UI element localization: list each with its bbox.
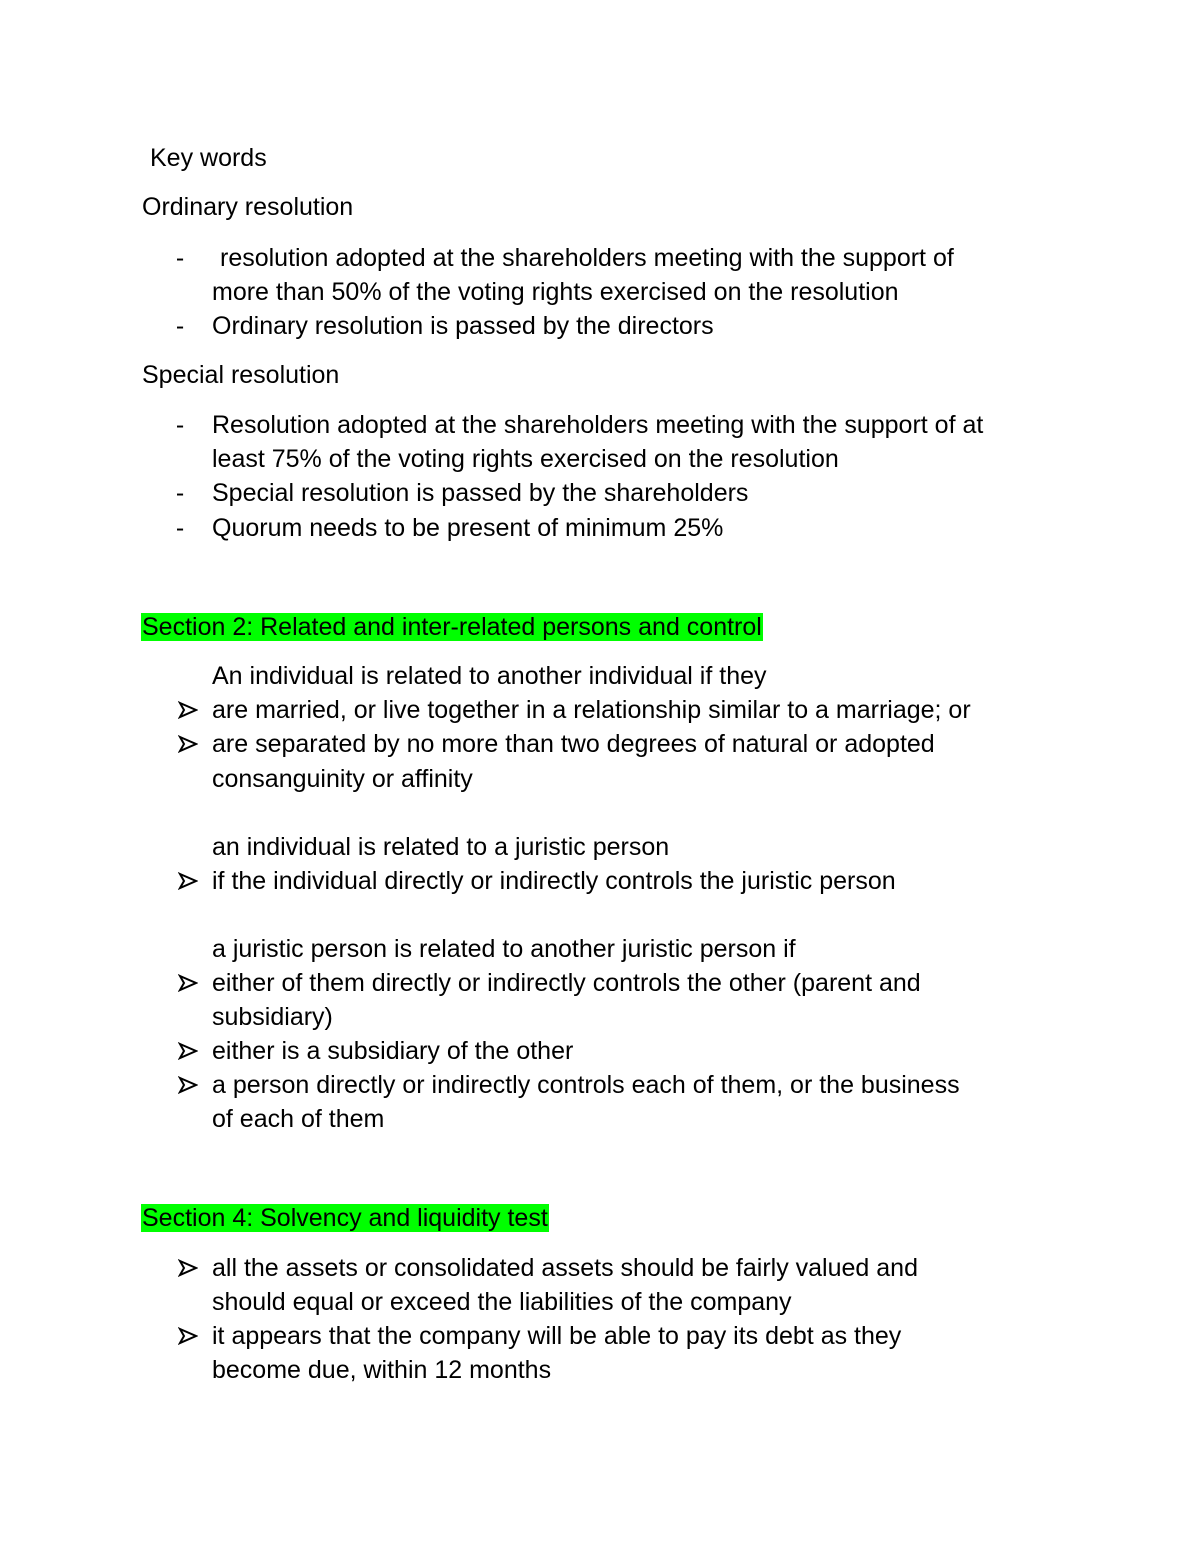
dash-bullet: - [175, 312, 185, 340]
section-4-item-1-line-2: should equal or exceed the liabilities of the company [212, 1288, 792, 1316]
section-2-group-1-item-1: are married, or live together in a relationship similar to a marriage; or [212, 696, 971, 724]
section-2-group-1-item-2-line-1: are separated by no more than two degrees of natural or adopted [212, 730, 935, 758]
section-4-heading-text: Section 4: Solvency and liquidity test [142, 1204, 548, 1232]
section-2-group-1-intro: An individual is related to another individual if they [212, 662, 767, 690]
section-2-group-3-item-2: either is a subsidiary of the other [212, 1037, 574, 1065]
section-2-group-2-item-1: if the individual directly or indirectly controls the juristic person [212, 867, 896, 895]
arrow-bullet-icon [178, 700, 198, 720]
section-2-heading-text: Section 2: Related and inter-related persons and control [142, 613, 762, 641]
arrow-bullet-icon [178, 1041, 198, 1061]
arrow-bullet-icon [178, 1075, 198, 1095]
section-2-group-3-item-1-line-2: subsidiary) [212, 1003, 333, 1031]
dash-bullet: - [175, 514, 185, 542]
section-4-heading [141, 1203, 549, 1233]
special-item-1-line-2: least 75% of the voting rights exercised on the resolution [212, 445, 839, 473]
special-item-1-line-1: Resolution adopted at the shareholders meeting with the support of at [212, 411, 984, 439]
arrow-bullet-icon [178, 1326, 198, 1346]
ordinary-item-1-line-2: more than 50% of the voting rights exercised on the resolution [212, 278, 899, 306]
arrow-bullet-icon [178, 973, 198, 993]
arrow-bullet-icon [178, 1258, 198, 1278]
dash-bullet: - [175, 411, 185, 439]
special-item-2: Special resolution is passed by the shareholders [212, 479, 749, 507]
ordinary-item-2: Ordinary resolution is passed by the directors [212, 312, 714, 340]
section-4-item-2-line-1: it appears that the company will be able to pay its debt as they [212, 1322, 902, 1350]
section-2-group-3-intro: a juristic person is related to another juristic person if [212, 935, 796, 963]
section-2-group-3-item-3-line-2: of each of them [212, 1105, 385, 1133]
special-resolution-heading: Special resolution [142, 361, 340, 389]
section-2-group-3-item-3-line-1: a person directly or indirectly controls each of them, or the business [212, 1071, 960, 1099]
dash-bullet: - [175, 479, 185, 507]
special-item-3: Quorum needs to be present of minimum 25% [212, 514, 724, 542]
ordinary-item-1-line-1: resolution adopted at the shareholders meeting with the support of [220, 244, 954, 272]
section-2-group-2-intro: an individual is related to a juristic person [212, 833, 670, 861]
dash-bullet: - [175, 244, 185, 272]
arrow-bullet-icon [178, 871, 198, 891]
section-2-group-1-item-2-line-2: consanguinity or affinity [212, 765, 473, 793]
arrow-bullet-icon [178, 734, 198, 754]
section-4-item-2-line-2: become due, within 12 months [212, 1356, 552, 1384]
keywords-heading: Key words [150, 144, 267, 172]
section-2-heading [141, 612, 763, 642]
section-4-item-1-line-1: all the assets or consolidated assets should be fairly valued and [212, 1254, 918, 1282]
section-2-group-3-item-1-line-1: either of them directly or indirectly controls the other (parent and [212, 969, 921, 997]
ordinary-resolution-heading: Ordinary resolution [142, 193, 354, 221]
